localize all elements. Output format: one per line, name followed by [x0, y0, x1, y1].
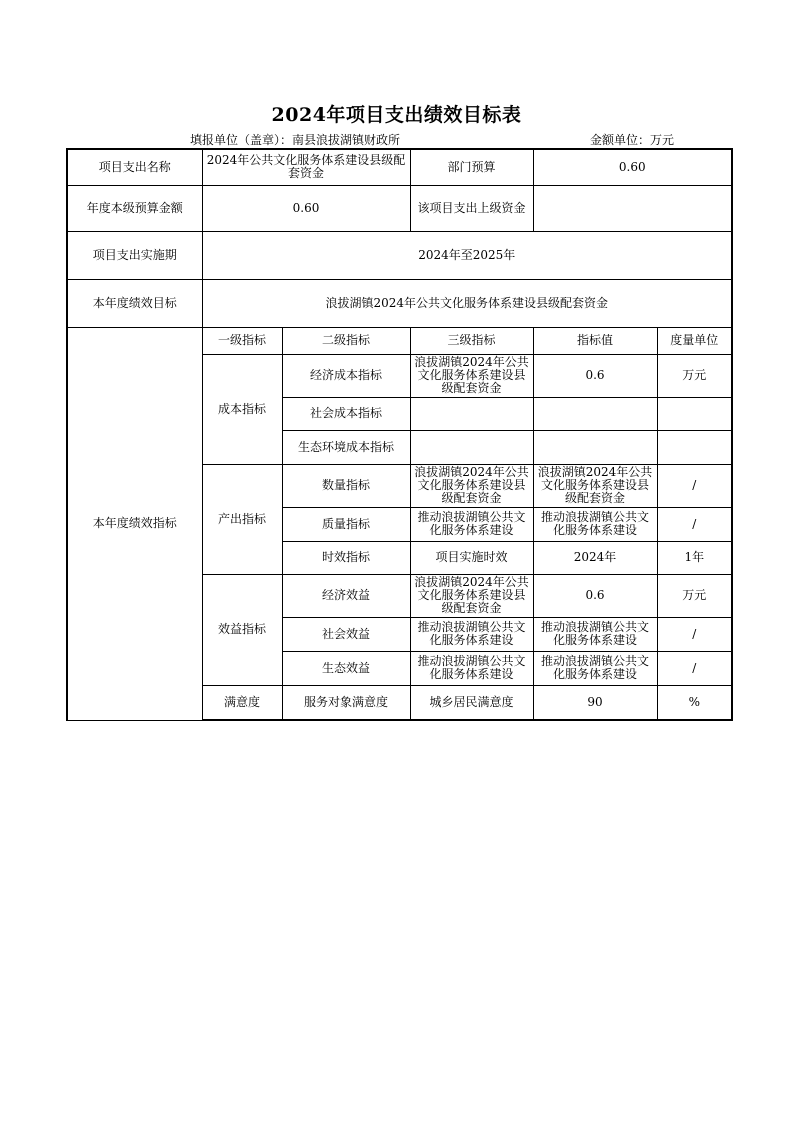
- dept-budget-value: 0.60: [533, 149, 732, 185]
- benefit-indicators-label: 效益指标: [202, 574, 282, 685]
- value-cell: 0.6: [533, 574, 657, 617]
- project-name-label: 项目支出名称: [67, 149, 202, 185]
- level2-cell: 社会效益: [282, 617, 410, 651]
- level2-cell: 服务对象满意度: [282, 685, 410, 720]
- level3-cell: 推动浪拔湖镇公共文化服务体系建设: [410, 507, 533, 541]
- unit-cell: %: [657, 685, 732, 720]
- value-cell: 推动浪拔湖镇公共文化服务体系建设: [533, 651, 657, 685]
- unit-cell: /: [657, 464, 732, 507]
- level2-cell: 社会成本指标: [282, 397, 410, 430]
- performance-target-table: [66, 148, 733, 721]
- header-level3: 三级指标: [410, 327, 533, 354]
- level3-cell: 浪拔湖镇2024年公共文化服务体系建设县级配套资金: [410, 464, 533, 507]
- unit-cell: 万元: [657, 574, 732, 617]
- period-value: 2024年至2025年: [202, 231, 732, 279]
- project-name-value: 2024年公共文化服务体系建设县级配套资金: [202, 149, 410, 185]
- header-level2: 二级指标: [282, 327, 410, 354]
- level2-cell: 数量指标: [282, 464, 410, 507]
- annual-goal-value: 浪拔湖镇2024年公共文化服务体系建设县级配套资金: [202, 279, 732, 327]
- header-value: 指标值: [533, 327, 657, 354]
- level3-cell: 推动浪拔湖镇公共文化服务体系建设: [410, 617, 533, 651]
- period-label: 项目支出实施期: [67, 231, 202, 279]
- unit-cell: /: [657, 507, 732, 541]
- unit-cell: [657, 397, 732, 430]
- value-cell: [533, 430, 657, 464]
- project-name-row: [67, 149, 732, 185]
- level3-cell: [410, 397, 533, 430]
- unit-cell: /: [657, 651, 732, 685]
- unit-cell: [657, 430, 732, 464]
- satisfaction-label: 满意度: [202, 685, 282, 720]
- value-cell: 0.6: [533, 354, 657, 397]
- level3-cell: 项目实施时效: [410, 541, 533, 574]
- upper-fund-value: [533, 185, 732, 231]
- level2-cell: 经济效益: [282, 574, 410, 617]
- page-title: 2024年项目支出绩效目标表: [271, 104, 522, 126]
- level3-cell: 城乡居民满意度: [410, 685, 533, 720]
- period-row: [67, 231, 732, 279]
- annual-goal-label: 本年度绩效目标: [67, 279, 202, 327]
- indicator-header-row: [67, 327, 732, 354]
- value-cell: 浪拔湖镇2024年公共文化服务体系建设县级配套资金: [533, 464, 657, 507]
- amount-unit: 金额单位：万元: [590, 133, 675, 147]
- value-cell: 90: [533, 685, 657, 720]
- annual-budget-label: 年度本级预算金额: [67, 185, 202, 231]
- header-level1: 一级指标: [202, 327, 282, 354]
- unit-cell: 1年: [657, 541, 732, 574]
- dept-budget-label: 部门预算: [410, 149, 533, 185]
- reporting-unit: 填报单位（盖章）：南县浪拔湖镇财政所: [190, 133, 401, 147]
- unit-cell: /: [657, 617, 732, 651]
- annual-budget-row: [67, 185, 732, 231]
- level2-cell: 生态效益: [282, 651, 410, 685]
- level3-cell: 推动浪拔湖镇公共文化服务体系建设: [410, 651, 533, 685]
- value-cell: 2024年: [533, 541, 657, 574]
- unit-cell: 万元: [657, 354, 732, 397]
- indicators-section-label: 本年度绩效指标: [67, 327, 202, 720]
- level2-cell: 生态环境成本指标: [282, 430, 410, 464]
- annual-budget-value: 0.60: [202, 185, 410, 231]
- output-indicators-label: 产出指标: [202, 464, 282, 574]
- level2-cell: 经济成本指标: [282, 354, 410, 397]
- value-cell: 推动浪拔湖镇公共文化服务体系建设: [533, 617, 657, 651]
- value-cell: 推动浪拔湖镇公共文化服务体系建设: [533, 507, 657, 541]
- level3-cell: 浪拔湖镇2024年公共文化服务体系建设县级配套资金: [410, 574, 533, 617]
- level3-cell: 浪拔湖镇2024年公共文化服务体系建设县级配套资金: [410, 354, 533, 397]
- value-cell: [533, 397, 657, 430]
- level2-cell: 质量指标: [282, 507, 410, 541]
- annual-goal-row: [67, 279, 732, 327]
- level2-cell: 时效指标: [282, 541, 410, 574]
- level3-cell: [410, 430, 533, 464]
- cost-indicators-label: 成本指标: [202, 354, 282, 464]
- header-unit: 度量单位: [657, 327, 732, 354]
- upper-fund-label: 该项目支出上级资金: [410, 185, 533, 231]
